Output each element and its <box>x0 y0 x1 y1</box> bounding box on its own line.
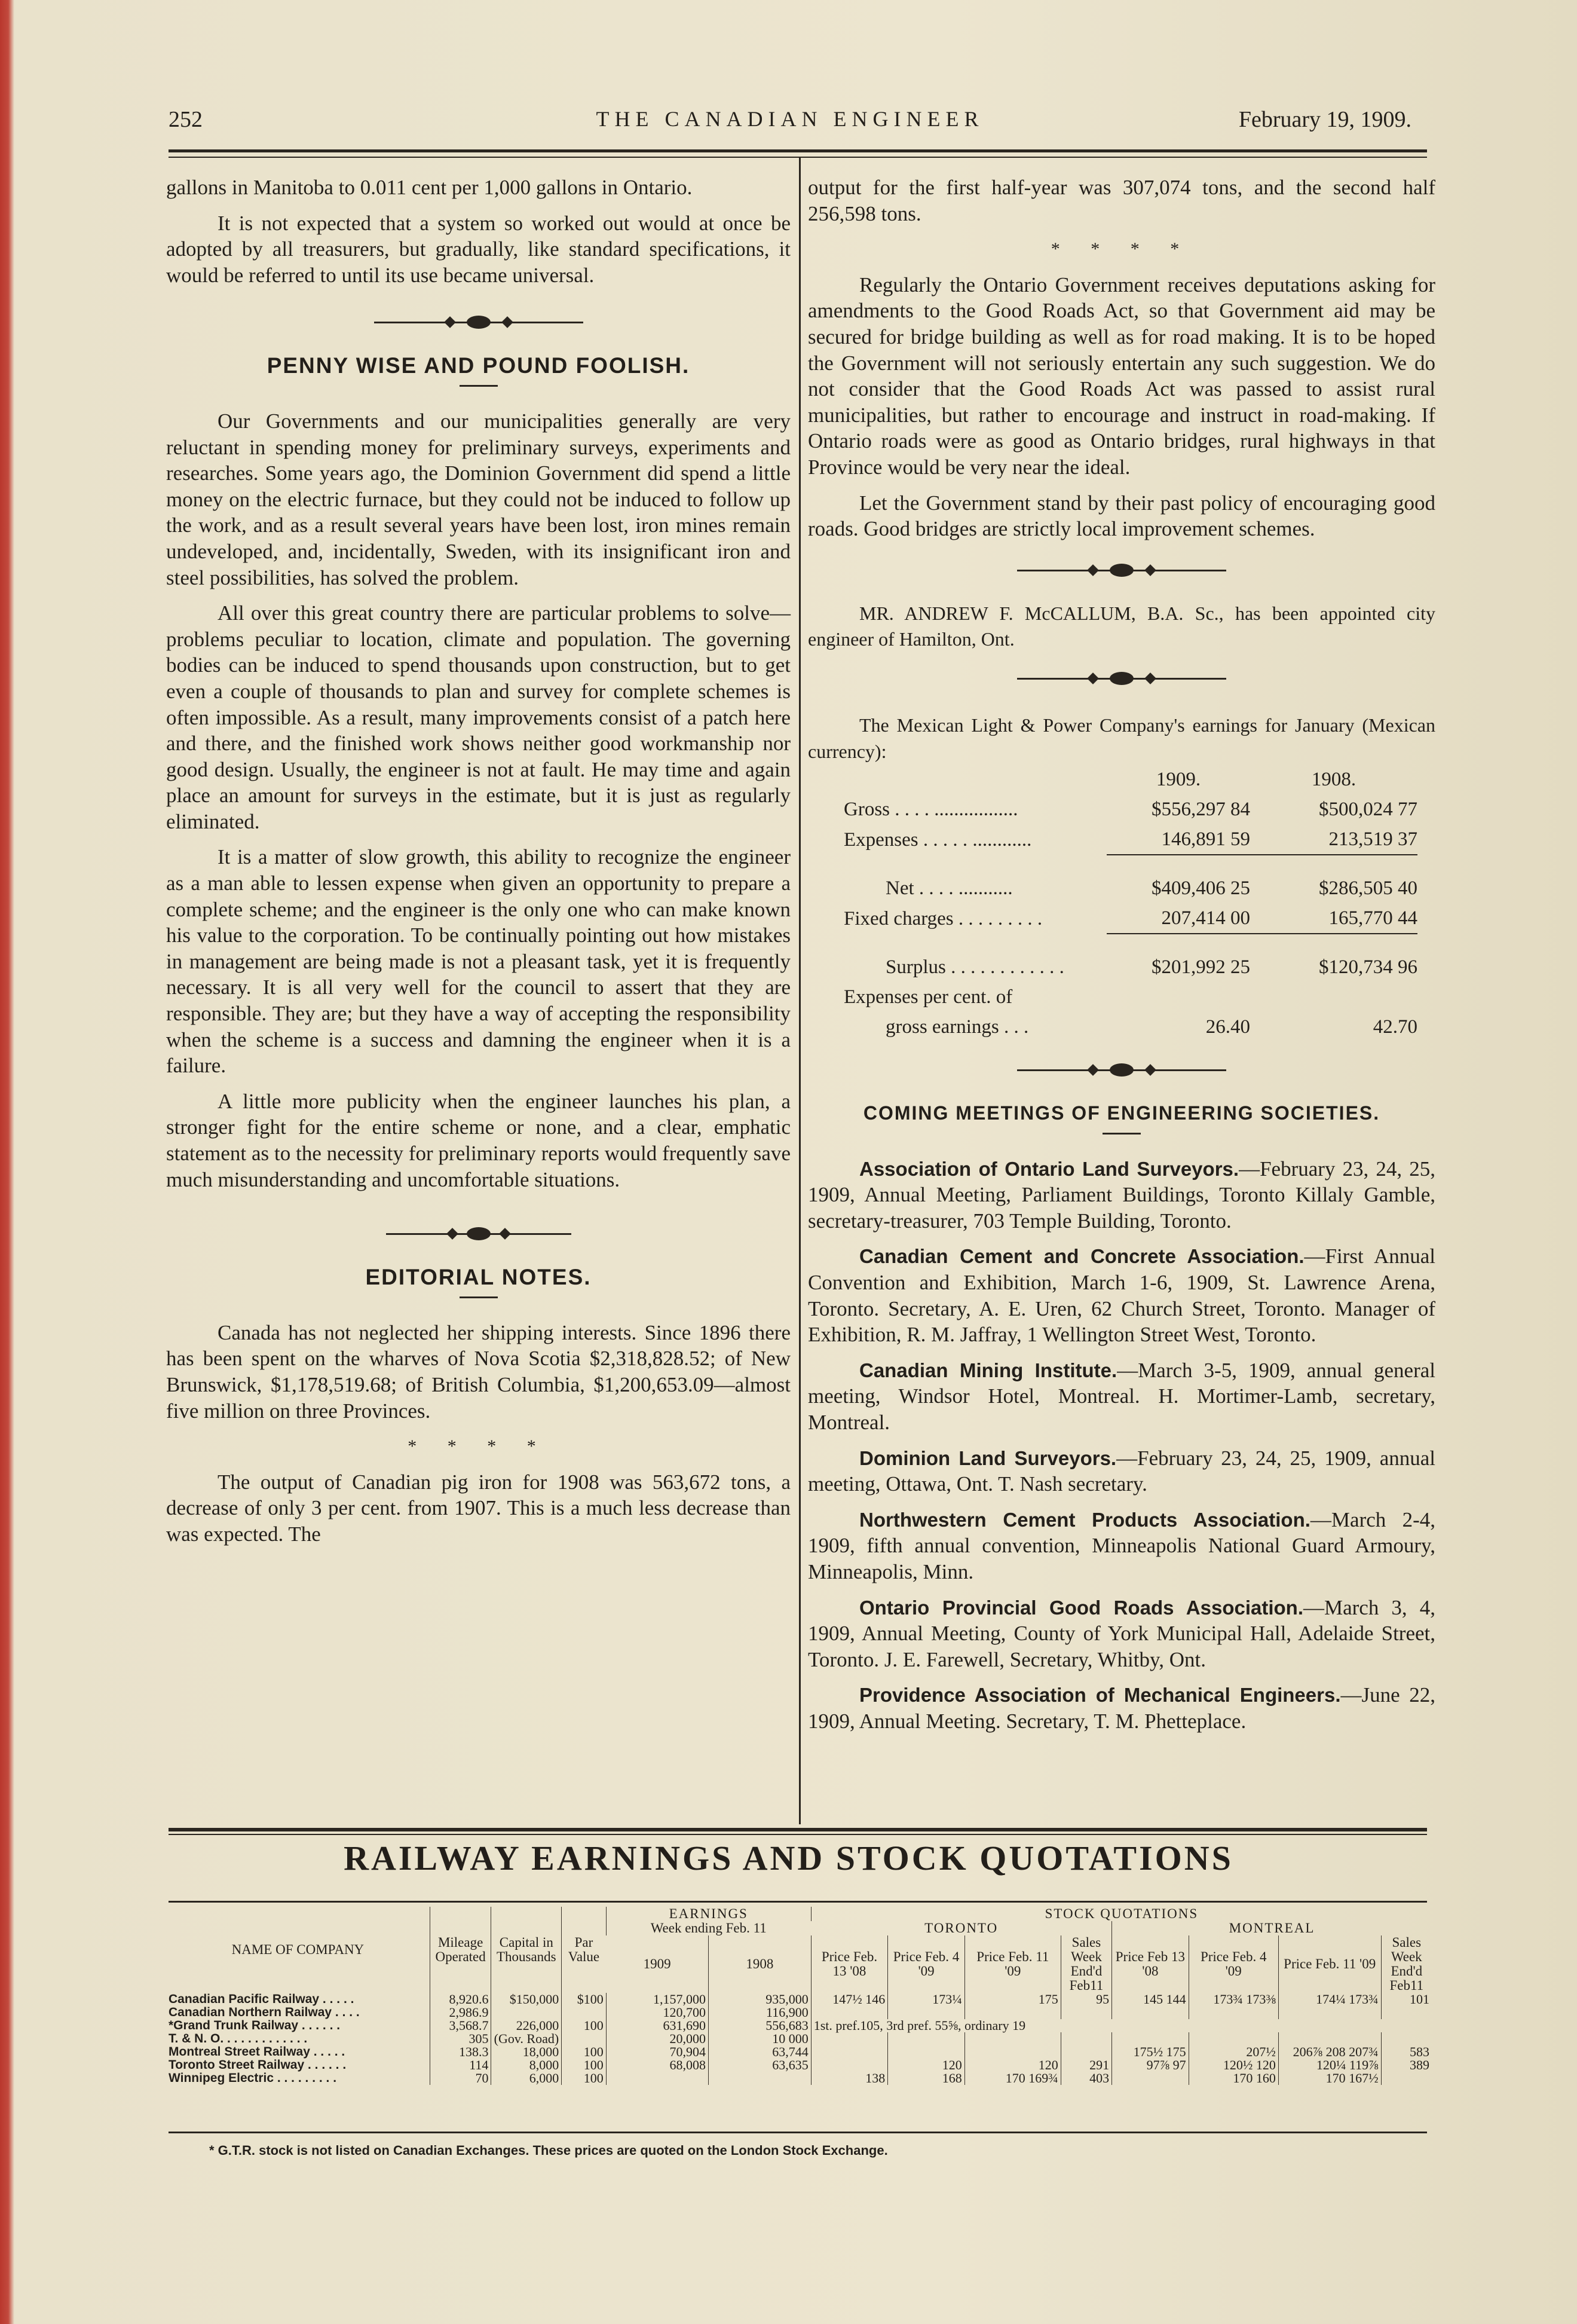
col-tor-feb11: Price Feb. 11 '09 <box>964 1935 1061 1993</box>
cell-m4 <box>1381 2006 1432 2019</box>
cell-name: Canadian Northern Railway . . . . <box>169 2005 360 2019</box>
society-name: Canadian Cement and Concrete Association. <box>859 1245 1305 1268</box>
ornament-divider <box>1017 661 1226 697</box>
cell-par: 100 <box>562 2019 607 2032</box>
cell-m1: 145 144 <box>1112 1993 1189 2006</box>
railway-table-body <box>166 1993 1432 2085</box>
earnings-row <box>844 824 1417 855</box>
cell-mileage: 3,568.7 <box>430 2019 491 2032</box>
meeting-item <box>808 1445 1435 1497</box>
society-name: Northwestern Cement Products Association. <box>859 1508 1310 1531</box>
cell-mileage: 114 <box>430 2059 491 2072</box>
col-mon-feb13: Price Feb 13 '08 <box>1112 1935 1189 1993</box>
earnings-header-row <box>844 765 1417 794</box>
earnings-sublabel: Week ending Feb. 11 <box>650 1921 767 1935</box>
cell-mileage: 138.3 <box>430 2045 491 2059</box>
col-toronto: TORONTO <box>924 1921 999 1935</box>
roads-paragraph-2: Let the Government stand by their past policy of encouraging good roads. Good bridges are strictly local improvement schemes. <box>808 491 1435 541</box>
meeting-details: —June 22, 1909, Annual Meeting. Secretary, T. M. Phetteplace. <box>808 1683 1435 1733</box>
col-stock-quotations: STOCK QUOTATIONS <box>811 1907 1432 1921</box>
col-par: Par Value <box>562 1907 607 1993</box>
cell-t3: 120 <box>964 2059 1061 2072</box>
cell-m2: 207½ <box>1189 2045 1278 2059</box>
meeting-details: —March 3, 4, 1909, Annual Meeting, County of York Municipal Hall, Adelaide Street, Toronto. J. E. Farewell, Secretary, Whitby, Ont. <box>808 1595 1435 1671</box>
value-1909: $556,297 84 <box>1152 799 1250 821</box>
penny-paragraph-4: A little more publicity when the engineer launches his plan, a stronger fight for the entire scheme or none, and a clear, emphatic statement as to the necessity for preliminary reports would frequently save much misunderstanding and uncomfortable situations. <box>166 1089 791 1191</box>
table-row <box>166 2059 1432 2072</box>
value-1908: 165,770 44 <box>1250 903 1417 934</box>
cell-m2: 173¾ 173⅜ <box>1189 1993 1278 2006</box>
society-name: Ontario Provincial Good Roads Association. <box>859 1596 1303 1619</box>
cell-m3 <box>1278 2006 1381 2019</box>
cell-capital: 18,000 <box>491 2045 562 2059</box>
short-rule <box>460 385 498 387</box>
col-mon-feb4: Price Feb. 4 '09 <box>1189 1935 1278 1993</box>
col-1909: 1909 <box>643 1956 671 1971</box>
row-label: Fixed charges . . . . . . . . . <box>844 907 1043 929</box>
cell-par: 100 <box>562 2045 607 2059</box>
year-1909: 1909. <box>1156 769 1201 791</box>
cell-t1: 138 <box>811 2072 888 2085</box>
cell-name: Canadian Pacific Railway . . . . . <box>169 1992 354 2006</box>
cell-capital: 8,000 <box>491 2059 562 2072</box>
row-label: Gross . . . . ................. <box>844 799 1018 821</box>
earnings-row <box>844 855 1417 903</box>
column-divider <box>799 157 801 1824</box>
society-name: Providence Association of Mechanical Engineers. <box>859 1684 1341 1707</box>
col-tor-feb4: Price Feb. 4 '09 <box>888 1935 965 1993</box>
penny-paragraph-2: All over this great country there are particular problems to solve—problems peculiar to location, climate and population. The governing bodies can be induced to spend thousands upon construction, but to get even a couple of thousands to plan and survey for complete schemes is often impossible. As a result, many improvements consist of a patch here and there, and the finished work shows neither good workmanship nor good design. Usually, the engineer is not at fault. He may time and again place an amount for surveys in the estimate, but it is just as regularly eliminated. <box>166 601 791 833</box>
cell-m3: 120¼ 119⅞ <box>1278 2059 1381 2072</box>
cell-t4 <box>1061 2032 1111 2045</box>
society-name: Dominion Land Surveyors. <box>859 1447 1117 1469</box>
cell-m2: 170 160 <box>1189 2072 1278 2085</box>
cell-par: 100 <box>562 2072 607 2085</box>
value-1908: 42.70 <box>1373 1016 1417 1038</box>
cell-t2: 120 <box>888 2059 965 2072</box>
cell-m4: 389 <box>1381 2059 1432 2072</box>
cell-t4: 95 <box>1061 1993 1111 2006</box>
cell-t3: 175 <box>964 1993 1061 2006</box>
left-column <box>166 175 791 1548</box>
cell-capital <box>491 2006 562 2019</box>
meeting-item <box>808 1595 1435 1673</box>
row-label: gross earnings . . . <box>886 1016 1029 1038</box>
col-mon-feb11: Price Feb. 11 '09 <box>1278 1935 1381 1993</box>
appointment-notice: MR. ANDREW F. McCALLUM, B.A. Sc., has been appointed city engineer of Hamilton, Ont. <box>808 602 1435 650</box>
cell-e1908: 116,900 <box>708 2006 811 2019</box>
cell-m1 <box>1112 2032 1189 2045</box>
cell-par <box>562 2006 607 2019</box>
cell-t2: 1st. pref.105, 3rd pref. 55⅝, ordinary 19 <box>811 2019 1432 2032</box>
cell-par <box>562 2032 607 2045</box>
meeting-details: —March 3-5, 1909, annual general meeting, Windsor Hotel, Montreal. H. Mortimer-Lamb, secretary, Montreal. <box>808 1358 1435 1435</box>
earnings-row <box>844 794 1417 824</box>
penny-paragraph-3: It is a matter of slow growth, this ability to recognize the engineer as a man able to lessen expense when given an opportunity to prepare a complete scheme; and the engineer is the only one who can make known his value to the corporation. To be continually pointing out how mistakes in management are being made is not a pleasant task, yet it is frequently necessary. It is all very well for the council to assert that they are responsible. They are; but they have a way of accepting the responsibility when the scheme is a success and damning the engineer when it is a failure. <box>166 845 791 1078</box>
meeting-item <box>808 1357 1435 1436</box>
earnings-table <box>844 765 1417 1042</box>
col-montreal: MONTREAL <box>1112 1921 1432 1935</box>
cell-name: T. & N. O. . . . . . . . . . . . . <box>169 2032 308 2045</box>
value-1909: $201,992 25 <box>1152 956 1250 978</box>
value-1909: 146,891 59 <box>1107 824 1250 855</box>
cell-name: Winnipeg Electric . . . . . . . . . <box>169 2071 337 2085</box>
ornament-divider <box>1017 1053 1226 1088</box>
cell-capital: 226,000 <box>491 2019 562 2032</box>
cell-par: $100 <box>562 1993 607 2006</box>
col-capital: Capital in Thousands <box>491 1907 562 1993</box>
editorial-paragraph-2: The output of Canadian pig iron for 1908 was 563,672 tons, a decrease of only 3 per cent. from 1907. This is a much less decrease than was expected. The <box>166 1470 791 1546</box>
right-column <box>808 175 1435 1735</box>
railway-top-rule <box>169 1828 1427 1831</box>
railway-table-top-rule <box>169 1901 1427 1903</box>
cell-m3: 170 167½ <box>1278 2072 1381 2085</box>
cell-t1 <box>811 2032 888 2045</box>
short-rule <box>460 1296 498 1298</box>
cell-e1909: 70,904 <box>606 2045 708 2059</box>
table-row <box>166 2006 1432 2019</box>
cell-e1908: 935,000 <box>708 1993 811 2006</box>
cell-e1908: 63,635 <box>708 2059 811 2072</box>
cell-e1909: 120,700 <box>606 2006 708 2019</box>
cell-capital: $150,000 <box>491 1993 562 2006</box>
cell-m2: 120½ 120 <box>1189 2059 1278 2072</box>
cell-m3: 206⅞ 208 207¾ <box>1278 2045 1381 2059</box>
ornament-divider <box>374 305 583 341</box>
header-row <box>166 1907 1432 1921</box>
cell-mileage: 2,986.9 <box>430 2006 491 2019</box>
cell-m1 <box>1112 2006 1189 2019</box>
cell-m1 <box>1112 2072 1189 2085</box>
earnings-row <box>844 1012 1417 1042</box>
cell-m1: 97⅞ 97 <box>1112 2059 1189 2072</box>
row-label: Surplus . . . . . . . . . . . . <box>886 956 1064 978</box>
railway-table <box>166 1907 1432 2085</box>
col-earnings <box>606 1907 811 1935</box>
cell-e1908: 10 000 <box>708 2032 811 2045</box>
table-row <box>166 2032 1432 2045</box>
cell-t2 <box>888 2006 965 2019</box>
intro-paragraph-2: It is not expected that a system so worked out would at once be adopted by all treasurers, but gradually, like standard specifications, it would be referred to until its use became universal. <box>166 211 791 287</box>
cell-e1908 <box>708 2072 811 2085</box>
cell-t4 <box>1061 2045 1111 2059</box>
col-1908: 1908 <box>708 1935 811 1993</box>
cell-name: *Grand Trunk Railway . . . . . . <box>169 2019 341 2032</box>
stars-separator: * * * * <box>1051 239 1193 259</box>
intro-paragraph-1: gallons in Manitoba to 0.011 cent per 1,000 gallons in Ontario. <box>166 176 693 199</box>
cell-e1909: 20,000 <box>606 2032 708 2045</box>
cell-par: 100 <box>562 2059 607 2072</box>
value-1909: 207,414 00 <box>1107 903 1250 934</box>
meeting-item <box>808 1243 1435 1347</box>
cell-t3 <box>964 2006 1061 2019</box>
cell-t1 <box>811 2059 888 2072</box>
cell-m2 <box>1189 2006 1278 2019</box>
railway-footnote: * G.T.R. stock is not listed on Canadian Exchanges. These prices are quoted on the London Stock Exchange. <box>209 2143 888 2158</box>
table-row <box>166 1993 1432 2006</box>
cell-t4 <box>1061 2006 1111 2019</box>
col-mileage: Mileage Operated <box>430 1907 491 1993</box>
ornament-divider <box>386 1216 571 1252</box>
society-name: Association of Ontario Land Surveyors. <box>859 1157 1239 1180</box>
cell-e1909: 1,157,000 <box>606 1993 708 2006</box>
cell-e1909: 68,008 <box>606 2059 708 2072</box>
society-name: Canadian Mining Institute. <box>859 1359 1117 1381</box>
cell-t2: 173¼ <box>888 1993 965 2006</box>
cell-capital: 6,000 <box>491 2072 562 2085</box>
value-1908: $500,024 77 <box>1319 799 1417 821</box>
cell-t3 <box>964 2032 1061 2045</box>
earnings-label: EARNINGS <box>669 1906 748 1921</box>
meeting-details: —First Annual Convention and Exhibition, March 1-6, 1909, St. Lawrence Arena, Toronto. Secretary, A. E. Uren, 62 Church Street, Toronto. Manager of Exhibition, R. M. Jaffray, 1 Wellington Street West, Toronto. <box>808 1244 1435 1347</box>
issue-date: February 19, 1909. <box>1238 107 1411 132</box>
railway-section-title: RAILWAY EARNINGS AND STOCK QUOTATIONS <box>344 1839 1233 1877</box>
page-number: 252 <box>169 107 203 132</box>
table-row <box>166 2045 1432 2059</box>
cell-capital: (Gov. Road) <box>491 2032 562 2045</box>
header-rule-thick <box>169 149 1427 152</box>
meeting-item <box>808 1682 1435 1734</box>
cell-mileage: 305 <box>430 2032 491 2045</box>
col-mon-sales: Sales Week End'd Feb11 <box>1381 1935 1432 1993</box>
railway-table-bottom-rule <box>169 2132 1427 2133</box>
short-rule <box>1103 1133 1141 1135</box>
cell-t4: 291 <box>1061 2059 1111 2072</box>
cell-t2 <box>888 2045 965 2059</box>
editorial-paragraph-1: Canada has not neglected her shipping interests. Since 1896 there has been spent on the wharves of Nova Scotia $2,318,828.52; of New Brunswick, $1,178,519.68; of British Columbia, $1,200,653.09—almost five million on three Provinces. <box>166 1320 791 1423</box>
cell-m3 <box>1278 2032 1381 2045</box>
continued-paragraph: output for the first half-year was 307,074 tons, and the second half 256,598 tons. <box>808 176 1435 225</box>
value-1908: $120,734 96 <box>1319 956 1417 978</box>
col-company: NAME OF COMPANY <box>231 1942 365 1957</box>
value-1909: $409,406 25 <box>1152 877 1250 900</box>
meeting-details: —February 23, 24, 25, 1909, Annual Meeting, Parliament Buildings, Toronto Killaly Gamble, secretary-treasurer, 703 Temple Building, Toronto. <box>808 1157 1435 1233</box>
row-label: Expenses per cent. of <box>844 986 1013 1008</box>
cell-m4 <box>1381 2072 1432 2085</box>
cell-e1908: 63,744 <box>708 2045 811 2059</box>
railway-top-rule-thin <box>169 1834 1427 1835</box>
cell-m4: 583 <box>1381 2045 1432 2059</box>
col-tor-feb13: Price Feb. 13 '08 <box>811 1935 888 1993</box>
cell-t1: 147½ 146 <box>811 1993 888 2006</box>
roads-paragraph-1: Regularly the Ontario Government receives deputations asking for amendments to the Good Roads Act, so that Government aid may be secured for bridge building as well as for road making. It is to be hoped the Government will not seriously entertain any such suggestion. We do not consider that the Good Roads Act was passed to assist rural municipalities, but rather to encourage and instruct in road-making. If Ontario roads were as good as Ontario bridges, rural highways in that Province would be very near the ideal. <box>808 273 1435 479</box>
cell-t4: 403 <box>1061 2072 1111 2085</box>
mexican-intro: The Mexican Light & Power Company's earnings for January (Mexican currency): <box>808 714 1435 762</box>
section-title-editorial-notes: EDITORIAL NOTES. <box>365 1265 592 1290</box>
row-label: Net . . . . ........... <box>886 877 1013 899</box>
penny-paragraph-1: Our Governments and our municipalities generally are very reluctant in spending money for preliminary surveys, experiments and researches. Some years ago, the Dominion Government did spend a little money on the electric furnace, but they could not be induced to follow up the work, and as a result several years have been lost, iron mines remain undeveloped, and, incidentally, Sweden, with its insignificant iron and steel possibilities, has solved the problem. <box>166 409 791 589</box>
ornament-divider <box>1017 553 1226 589</box>
header-rule-thin <box>169 157 1427 158</box>
cell-m1: 175½ 175 <box>1112 2045 1189 2059</box>
running-header <box>169 106 1411 142</box>
value-1909: 26.40 <box>1205 1016 1250 1038</box>
cell-e1909: 631,690 <box>606 2019 708 2032</box>
table-row <box>166 2019 1432 2032</box>
earnings-row <box>844 982 1417 1012</box>
meeting-details: —February 23, 24, 25, 1909, annual meeting, Ottawa, Ont. T. Nash secretary. <box>808 1446 1436 1496</box>
meeting-item <box>808 1507 1435 1585</box>
cell-m4 <box>1381 2032 1432 2045</box>
cell-name: Toronto Street Railway . . . . . . <box>169 2058 347 2072</box>
col-tor-sales: Sales Week End'd Feb11 <box>1061 1935 1111 1993</box>
year-1908: 1908. <box>1311 769 1356 791</box>
value-1908: $286,505 40 <box>1319 877 1417 900</box>
section-title-penny-wise: PENNY WISE AND POUND FOOLISH. <box>267 353 690 378</box>
cell-t1 <box>811 2045 888 2059</box>
stars-separator: * * * * <box>408 1436 549 1457</box>
cell-t2 <box>888 2032 965 2045</box>
meeting-item <box>808 1156 1435 1234</box>
cell-t2: 168 <box>888 2072 965 2085</box>
earnings-row <box>844 903 1417 934</box>
cell-name: Montreal Street Railway . . . . . <box>169 2045 345 2059</box>
journal-title: THE CANADIAN ENGINEER <box>596 107 984 131</box>
cell-mileage: 8,920.6 <box>430 1993 491 2006</box>
section-title-meetings: COMING MEETINGS OF ENGINEERING SOCIETIES. <box>863 1102 1380 1124</box>
cell-t3 <box>964 2045 1061 2059</box>
earnings-row <box>844 934 1417 982</box>
cell-e1908: 556,683 <box>708 2019 811 2032</box>
cell-m4: 101 <box>1381 1993 1432 2006</box>
cell-m3: 174¼ 173¾ <box>1278 1993 1381 2006</box>
cell-t1 <box>811 2006 888 2019</box>
cell-t3: 170 169¾ <box>964 2072 1061 2085</box>
cell-m2 <box>1189 2032 1278 2045</box>
table-row <box>166 2072 1432 2085</box>
row-label: Expenses . . . . . ............ <box>844 828 1032 851</box>
value-1908: 213,519 37 <box>1250 824 1417 855</box>
cell-mileage: 70 <box>430 2072 491 2085</box>
cell-e1909 <box>606 2072 708 2085</box>
meeting-details: —March 2-4, 1909, fifth annual convention, Minneapolis National Guard Armoury, Minneapolis, Minn. <box>808 1507 1435 1583</box>
